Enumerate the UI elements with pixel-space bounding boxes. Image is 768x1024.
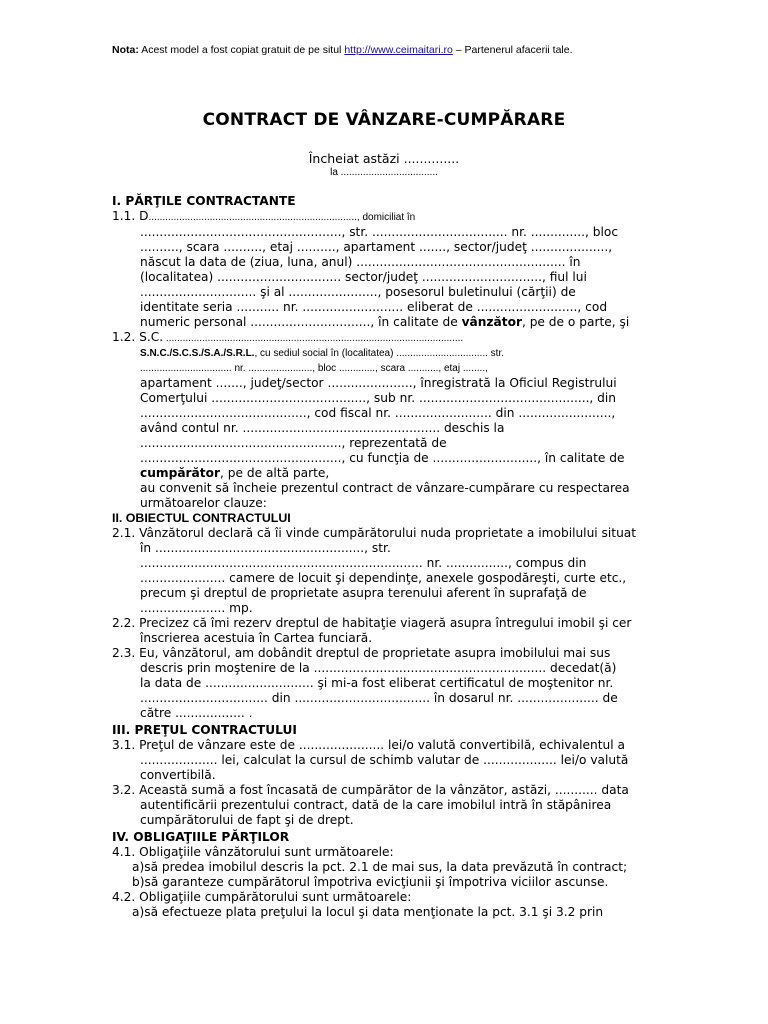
clause-line: născut la data de (ziua, luna, anul) ...................................................... în: [140, 255, 581, 269]
clause-1-1-dots: ...........................................................................: [148, 212, 357, 223]
clause-line: având contul nr. ................................................... deschis la: [140, 421, 505, 435]
clause-line: [112, 346, 657, 361]
clause-line: înscrierea acestuia în Cartea funciară.: [140, 631, 373, 645]
clause-line: convertibilă.: [140, 768, 216, 782]
clause-2-1: [112, 526, 657, 616]
clause-line: către .................. .: [140, 706, 253, 720]
clause-4-1-b: b)să garanteze cumpărătorul împotriva evicţiunii şi împotriva viciilor ascunse.: [132, 875, 609, 889]
clause-line: ................................. din ................................... în dosarul nr. ..................... de: [140, 691, 618, 705]
clause-2-2-label: 2.2.: [112, 616, 136, 630]
clause-line: au convenit să încheie prezentul contract de vânzare-cumpărare cu respectarea: [140, 481, 630, 495]
seller-role: vânzător: [461, 315, 522, 329]
clause-1-1: [112, 209, 657, 330]
company-types: S.N.C./S.C.S./S.A./S.R.L.: [140, 348, 255, 359]
clause-3-2: [112, 783, 657, 828]
section-heading-obligations: IV. OBLIGAŢIILE PĂRŢILOR: [112, 830, 290, 844]
clause-1-2: [112, 330, 657, 511]
clause-2-2: [112, 616, 657, 646]
clause-line: identitate seria ........... nr. .......................... eliberat de .........................., cod: [140, 300, 608, 314]
clause-text: Preţul de vânzare este de ...................... lei/o valută convertibilă, echivalentul a: [139, 738, 625, 752]
note-tagline: – Partenerul afacerii tale.: [455, 44, 573, 56]
clause-text: , pe de altă parte,: [220, 466, 330, 480]
clause-line: descris prin moştenire de la ............................................................ decedat(ă): [140, 661, 617, 675]
clause-text: Vânzătorul declară că îi vinde cumpărătorului nuda proprietate a imobilului situat: [139, 526, 637, 540]
clause-line: ...................................................., str. ................................... nr. .............., bloc: [140, 225, 619, 239]
clause-text: numeric personal ..............................., în calitate de: [140, 315, 462, 329]
clause-line: .............................. şi al ......................., posesorul buletinului (cărţii) de: [140, 285, 576, 299]
clause-line: apartament ......., judeţ/sector ......................, înregistrată la Oficiul Registrului: [140, 376, 617, 390]
clause-line: ................................. nr. ......................., bloc ............., scara ..........., etaj ........,: [140, 363, 488, 374]
clause-text: , cu sediul social în (localitatea) ................................. str.: [254, 348, 504, 359]
concluded-date-line: Încheiat astăzi ..............: [308, 151, 460, 166]
clause-3-1-label: 3.1.: [112, 738, 136, 752]
clause-line: ...................... mp.: [140, 601, 253, 615]
concluded-place-line: la ...................................: [330, 167, 438, 178]
contract-body: [112, 192, 657, 920]
note-label: Nota:: [112, 44, 139, 56]
section-heading-parties: I. PĂRŢILE CONTRACTANTE: [112, 194, 296, 208]
clause-line: (localitatea) ................................ sector/judeţ ..............................., fiul lui: [140, 270, 587, 284]
clause-text: , pe de o parte, şi: [521, 315, 630, 329]
clause-line: .................... lei, calculat la cursul de schimb valutar de ................... lei/o valută: [140, 753, 629, 767]
clause-line: precum şi dreptul de proprietate asupra terenului aferent în suprafaţă de: [140, 586, 587, 600]
clause-4-1-a: a)să predea imobilul descris la pct. 2.1 de mai sus, la data prevăzută în contract;: [132, 860, 628, 874]
note-text: Acest model a fost copiat gratuit de pe situl: [141, 44, 342, 56]
clause-2-1-label: 2.1.: [112, 526, 136, 540]
clause-4-2-a: a)să efectueze plata preţului la locul şi data menţionate la pct. 3.1 şi 3.2 prin: [132, 905, 604, 919]
clause-1-1-domicile: , domiciliat în: [356, 212, 416, 223]
clause-line: următoarelor clauze:: [140, 496, 267, 510]
clause-line: la data de ............................ şi mi-a fost eliberat certificatul de moştenitor nr.: [140, 676, 614, 690]
clause-line: ...................................................., cu funcţia de ..........................., în calitate de: [140, 451, 625, 465]
clause-line: în ......................................................, str.: [140, 541, 391, 555]
clause-text: Eu, vânzătorul, am dobândit dreptul de proprietate asupra imobilului mai sus: [139, 646, 611, 660]
clause-line: cumpărătorului de fapt şi de drept.: [140, 813, 354, 827]
section-heading-price: III. PREŢUL CONTRACTULUI: [112, 723, 297, 737]
clause-1-2-dots: ...........................................................................................................: [163, 333, 464, 344]
clause-1-1-label: 1.1. D: [112, 209, 149, 223]
clause-line: ..........................................., cod fiscal nr. ......................... din ........................,: [140, 406, 616, 420]
clause-4-1: 4.1. Obligaţiile vânzătorului sunt următoarele:: [112, 845, 394, 859]
section-heading-object: II. OBIECTUL CONTRACTULUI: [112, 511, 291, 525]
note-line: [112, 44, 573, 56]
clause-line: ...................... camere de locuit şi dependinţe, anexele gospodăreşti, curte etc.,: [140, 571, 627, 585]
clause-3-2-label: 3.2.: [112, 783, 136, 797]
clause-line: [112, 466, 657, 481]
clause-1-2-label: 1.2. S.C.: [112, 330, 164, 344]
clause-line: ......................................................................... nr. ................, compus din: [140, 556, 587, 570]
contract-title: CONTRACT DE VÂNZARE-CUMPĂRARE: [202, 110, 566, 130]
clause-3-1: [112, 738, 657, 783]
clause-2-3-label: 2.3.: [112, 646, 136, 660]
clause-line: [112, 315, 657, 330]
clause-line: autentificării prezentului contract, dată de la care imobilul intră în stăpânirea: [140, 798, 612, 812]
site-link[interactable]: http://www.ceimaitari.ro: [344, 44, 453, 56]
clause-4-2: 4.2. Obligaţiile cumpărătorului sunt următoarele:: [112, 890, 412, 904]
clause-text: Precizez că îmi rezerv dreptul de habitaţie viageră asupra întregului imobil şi cer: [139, 616, 632, 630]
clause-line: Comerţului ........................................, sub nr. ............................................, din: [140, 391, 617, 405]
clause-line: ...................................................., reprezentată de: [140, 436, 447, 450]
clause-line: .........., scara .........., etaj .........., apartament ......., sector/judeţ ....................,: [140, 240, 613, 254]
clause-2-3: [112, 646, 657, 721]
buyer-role: cumpărător: [140, 466, 220, 480]
clause-text: Această sumă a fost încasată de cumpărător de la vânzător, astăzi, ........... data: [139, 783, 629, 797]
